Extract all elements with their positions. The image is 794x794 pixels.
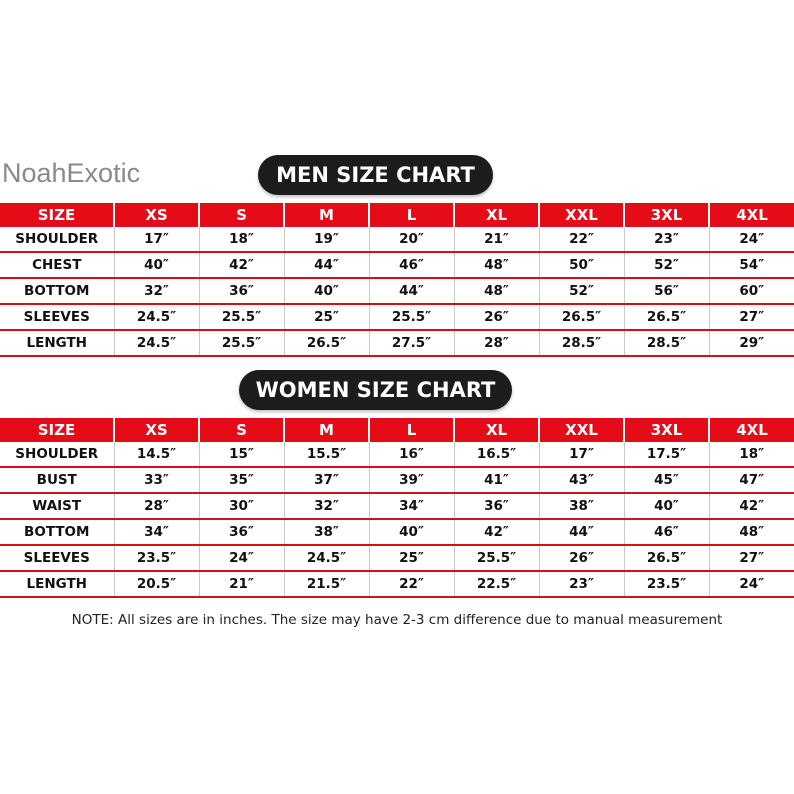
measurement-cell: 26″ xyxy=(539,545,624,571)
measurement-cell: 25.5″ xyxy=(369,304,454,330)
header-cell-xs: XS xyxy=(114,203,199,227)
table-row xyxy=(0,278,794,304)
measurement-cell: 24.5″ xyxy=(114,330,199,356)
measurement-cell: 24″ xyxy=(199,545,284,571)
row-label: BOTTOM xyxy=(0,278,114,304)
measurement-cell: 22.5″ xyxy=(454,571,539,597)
measurement-cell: 38″ xyxy=(284,519,369,545)
table-row xyxy=(0,493,794,519)
table-row xyxy=(0,252,794,278)
measurement-cell: 38″ xyxy=(539,493,624,519)
header-cell-l: L xyxy=(369,418,454,442)
row-label: SHOULDER xyxy=(0,442,114,467)
measurement-cell: 16.5″ xyxy=(454,442,539,467)
measurement-cell: 60″ xyxy=(709,278,794,304)
table-row xyxy=(0,442,794,467)
watermark: NoahExotic xyxy=(2,158,141,188)
measurement-cell: 20″ xyxy=(369,227,454,252)
measurement-cell: 24.5″ xyxy=(284,545,369,571)
measurement-cell: 28.5″ xyxy=(539,330,624,356)
measurement-cell: 42″ xyxy=(199,252,284,278)
measurement-cell: 36″ xyxy=(199,278,284,304)
measurement-cell: 26.5″ xyxy=(284,330,369,356)
header-cell-s: S xyxy=(199,418,284,442)
measurement-cell: 27″ xyxy=(709,304,794,330)
table-row xyxy=(0,330,794,356)
header-cell-xs: XS xyxy=(114,418,199,442)
measurement-cell: 25″ xyxy=(284,304,369,330)
measurement-cell: 22″ xyxy=(369,571,454,597)
measurement-cell: 29″ xyxy=(709,330,794,356)
measurement-cell: 36″ xyxy=(199,519,284,545)
header-cell-xl: XL xyxy=(454,418,539,442)
table-row xyxy=(0,571,794,597)
measurement-cell: 56″ xyxy=(624,278,709,304)
measurement-cell: 40″ xyxy=(624,493,709,519)
measurement-cell: 23.5″ xyxy=(114,545,199,571)
measurement-cell: 33″ xyxy=(114,467,199,493)
measurement-cell: 16″ xyxy=(369,442,454,467)
measurement-cell: 22″ xyxy=(539,227,624,252)
measurement-cell: 24.5″ xyxy=(114,304,199,330)
women-size-chart-title: WOMEN SIZE CHART xyxy=(239,370,512,410)
measurement-cell: 32″ xyxy=(114,278,199,304)
measurement-cell: 42″ xyxy=(454,519,539,545)
measurement-cell: 17.5″ xyxy=(624,442,709,467)
row-label: LENGTH xyxy=(0,330,114,356)
measurement-cell: 52″ xyxy=(624,252,709,278)
measurement-cell: 47″ xyxy=(709,467,794,493)
row-label: SLEEVES xyxy=(0,545,114,571)
measurement-cell: 27.5″ xyxy=(369,330,454,356)
table-row xyxy=(0,304,794,330)
measurement-cell: 40″ xyxy=(284,278,369,304)
measurement-cell: 25.5″ xyxy=(454,545,539,571)
measurement-cell: 54″ xyxy=(709,252,794,278)
table-row xyxy=(0,467,794,493)
table-row xyxy=(0,227,794,252)
measurement-cell: 18″ xyxy=(709,442,794,467)
measurement-cell: 23″ xyxy=(624,227,709,252)
measurement-cell: 32″ xyxy=(284,493,369,519)
table-header-row xyxy=(0,203,794,227)
measurement-note: NOTE: All sizes are in inches. The size may have 2-3 cm difference due to manual measurement xyxy=(71,612,723,628)
measurement-cell: 27″ xyxy=(709,545,794,571)
measurement-cell: 26.5″ xyxy=(624,545,709,571)
measurement-cell: 30″ xyxy=(199,493,284,519)
header-cell-xxl: XXL xyxy=(539,203,624,227)
measurement-cell: 17″ xyxy=(114,227,199,252)
measurement-cell: 28.5″ xyxy=(624,330,709,356)
header-cell-3xl: 3XL xyxy=(624,418,709,442)
measurement-cell: 24″ xyxy=(709,227,794,252)
measurement-cell: 26.5″ xyxy=(624,304,709,330)
measurement-cell: 14.5″ xyxy=(114,442,199,467)
measurement-cell: 40″ xyxy=(114,252,199,278)
header-cell-3xl: 3XL xyxy=(624,203,709,227)
measurement-cell: 21″ xyxy=(454,227,539,252)
measurement-cell: 52″ xyxy=(539,278,624,304)
measurement-cell: 23″ xyxy=(539,571,624,597)
measurement-cell: 46″ xyxy=(624,519,709,545)
measurement-cell: 35″ xyxy=(199,467,284,493)
measurement-cell: 45″ xyxy=(624,467,709,493)
measurement-cell: 41″ xyxy=(454,467,539,493)
measurement-cell: 15.5″ xyxy=(284,442,369,467)
measurement-cell: 44″ xyxy=(369,278,454,304)
measurement-cell: 42″ xyxy=(709,493,794,519)
measurement-cell: 28″ xyxy=(114,493,199,519)
measurement-cell: 37″ xyxy=(284,467,369,493)
measurement-cell: 48″ xyxy=(454,252,539,278)
measurement-cell: 19″ xyxy=(284,227,369,252)
measurement-cell: 40″ xyxy=(369,519,454,545)
measurement-cell: 25.5″ xyxy=(199,330,284,356)
header-cell-s: S xyxy=(199,203,284,227)
header-cell-m: M xyxy=(284,418,369,442)
men-size-table xyxy=(0,203,794,357)
table-row xyxy=(0,545,794,571)
measurement-cell: 36″ xyxy=(454,493,539,519)
table-header-row xyxy=(0,418,794,442)
measurement-cell: 50″ xyxy=(539,252,624,278)
row-label: SLEEVES xyxy=(0,304,114,330)
row-label: WAIST xyxy=(0,493,114,519)
measurement-cell: 28″ xyxy=(454,330,539,356)
row-label: SHOULDER xyxy=(0,227,114,252)
measurement-cell: 20.5″ xyxy=(114,571,199,597)
measurement-cell: 24″ xyxy=(709,571,794,597)
measurement-cell: 25″ xyxy=(369,545,454,571)
header-cell-xl: XL xyxy=(454,203,539,227)
measurement-cell: 26″ xyxy=(454,304,539,330)
measurement-cell: 26.5″ xyxy=(539,304,624,330)
measurement-cell: 48″ xyxy=(454,278,539,304)
row-label: CHEST xyxy=(0,252,114,278)
measurement-cell: 17″ xyxy=(539,442,624,467)
measurement-cell: 25.5″ xyxy=(199,304,284,330)
header-cell-xxl: XXL xyxy=(539,418,624,442)
measurement-cell: 44″ xyxy=(539,519,624,545)
measurement-cell: 44″ xyxy=(284,252,369,278)
header-cell-size: SIZE xyxy=(0,418,114,442)
measurement-cell: 43″ xyxy=(539,467,624,493)
measurement-cell: 18″ xyxy=(199,227,284,252)
measurement-cell: 21.5″ xyxy=(284,571,369,597)
measurement-cell: 34″ xyxy=(369,493,454,519)
header-cell-4xl: 4XL xyxy=(709,203,794,227)
header-cell-size: SIZE xyxy=(0,203,114,227)
measurement-cell: 21″ xyxy=(199,571,284,597)
header-cell-m: M xyxy=(284,203,369,227)
measurement-cell: 39″ xyxy=(369,467,454,493)
header-cell-4xl: 4XL xyxy=(709,418,794,442)
men-size-chart-title: MEN SIZE CHART xyxy=(258,155,493,195)
row-label: BUST xyxy=(0,467,114,493)
header-cell-l: L xyxy=(369,203,454,227)
measurement-cell: 34″ xyxy=(114,519,199,545)
measurement-cell: 23.5″ xyxy=(624,571,709,597)
measurement-cell: 15″ xyxy=(199,442,284,467)
measurement-cell: 46″ xyxy=(369,252,454,278)
table-row xyxy=(0,519,794,545)
women-size-table xyxy=(0,418,794,598)
row-label: BOTTOM xyxy=(0,519,114,545)
measurement-cell: 48″ xyxy=(709,519,794,545)
row-label: LENGTH xyxy=(0,571,114,597)
